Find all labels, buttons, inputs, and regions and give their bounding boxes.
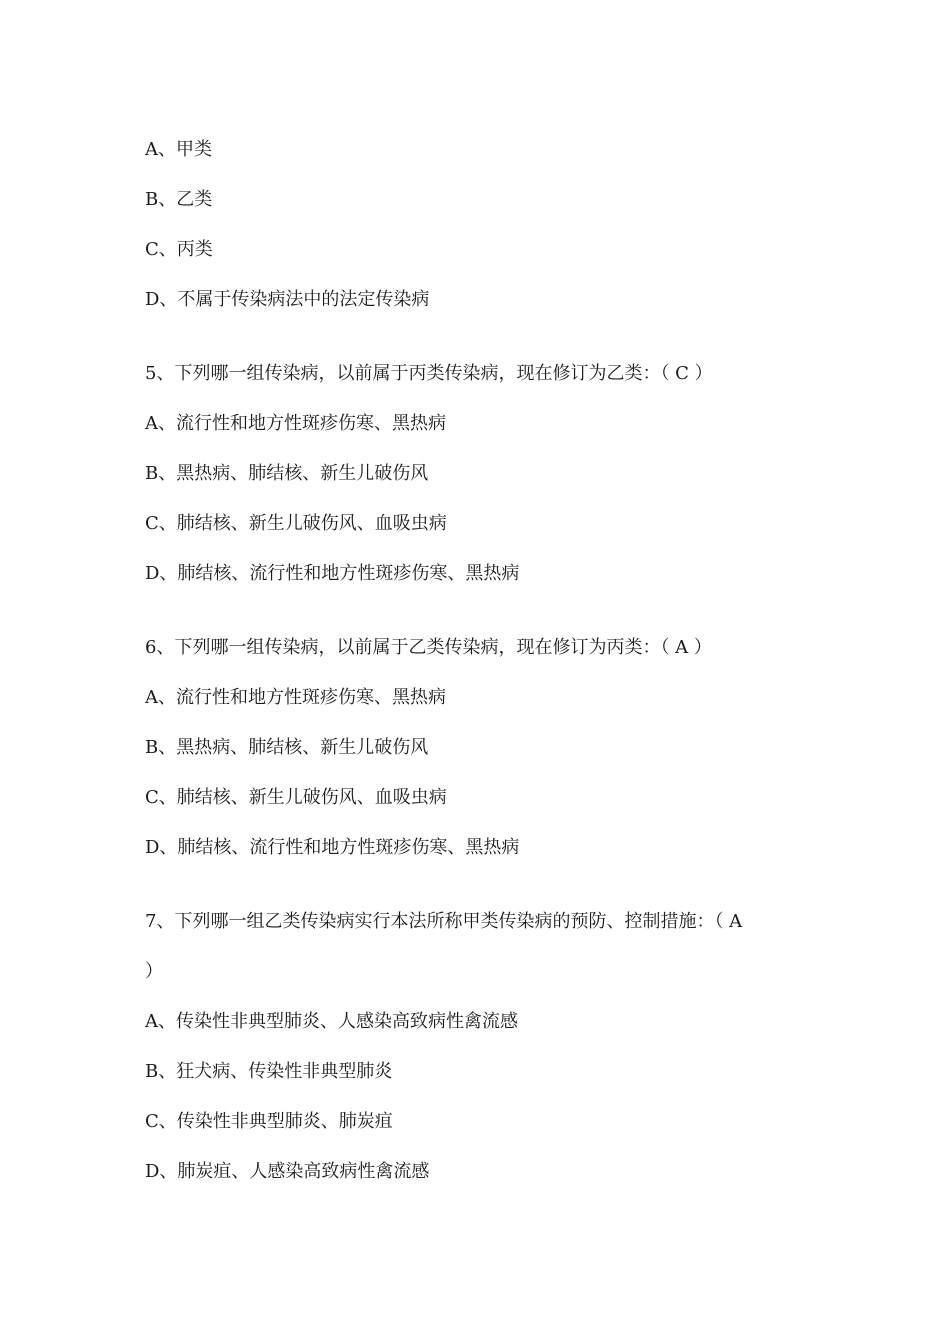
q6-option-a: A、流行性和地方性斑疹伤寒、黑热病 [145,687,446,708]
q7-option-a: A、传染性非典型肺炎、人感染高致病性禽流感 [145,1011,518,1032]
q5-option-d: D、肺结核、流行性和地方性斑疹伤寒、黑热病 [145,563,520,584]
q5-option-a: A、流行性和地方性斑疹伤寒、黑热病 [145,413,446,434]
q7-option-c: C、传染性非典型肺炎、肺炭疽 [145,1111,393,1132]
q6-option-b: B、黑热病、肺结核、新生儿破伤风 [145,737,429,758]
q7-question-line1: 7、下列哪一组乙类传染病实行本法所称甲类传染病的预防、控制措施：（ A [145,911,743,932]
q5-question: 5、下列哪一组传染病，以前属于丙类传染病，现在修订为乙类：（ C ） [145,363,713,384]
q4-option-a: A、甲类 [145,139,212,160]
q7-question-line2: ） [145,961,163,982]
q7-option-d: D、肺炭疽、人感染高致病性禽流感 [145,1161,430,1182]
q4-option-c: C、丙类 [145,239,213,260]
q6-question: 6、下列哪一组传染病，以前属于乙类传染病，现在修订为丙类：（ A ） [145,637,712,658]
q6-option-c: C、肺结核、新生儿破伤风、血吸虫病 [145,787,447,808]
q7-option-b: B、狂犬病、传染性非典型肺炎 [145,1061,393,1082]
q6-option-d: D、肺结核、流行性和地方性斑疹伤寒、黑热病 [145,837,520,858]
q5-option-b: B、黑热病、肺结核、新生儿破伤风 [145,463,429,484]
q5-option-c: C、肺结核、新生儿破伤风、血吸虫病 [145,513,447,534]
q4-option-b: B、乙类 [145,189,213,210]
q4-option-d: D、不属于传染病法中的法定传染病 [145,289,430,310]
